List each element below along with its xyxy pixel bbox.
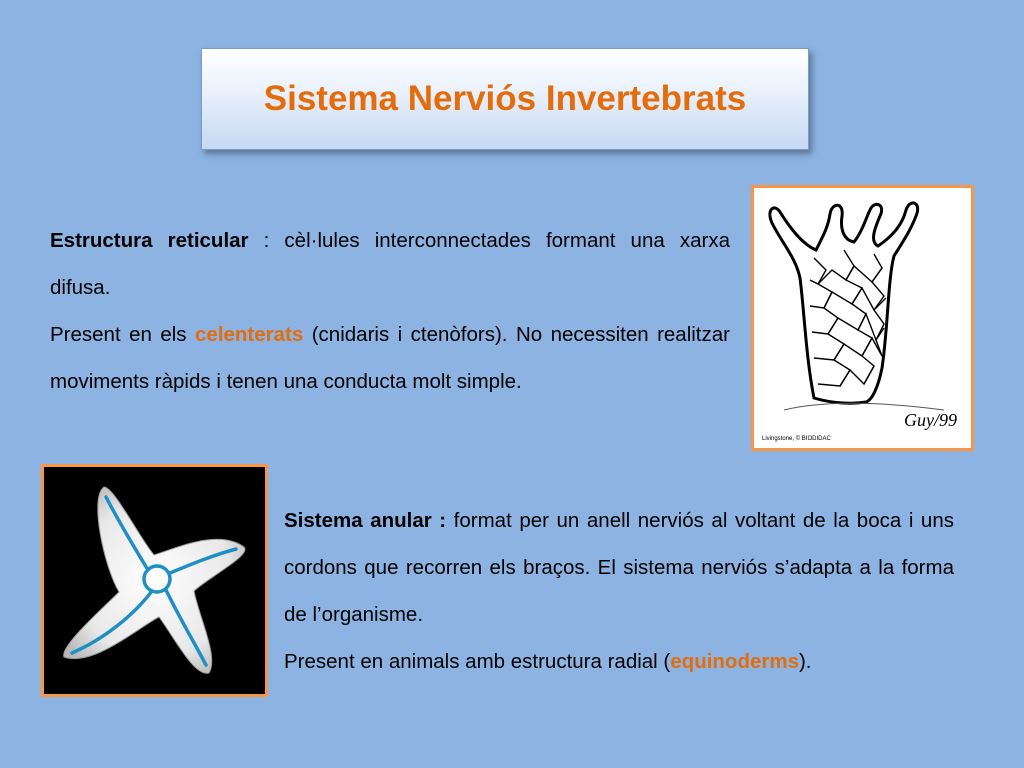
anular-description: [284, 497, 954, 685]
hydra-credit: Livingstone, © BIODIDAC: [762, 436, 831, 442]
reticular-paragraph-2: [50, 311, 730, 405]
reticular-paragraph-1: [50, 217, 730, 311]
anular-text-1: format per un anell nerviós al voltant de la boca i uns cordons que recorren els braços. El sistema nerviós s’adapta a la forma de l’organisme.: [284, 509, 954, 626]
hydra-illustration-icon: [754, 188, 971, 448]
reticular-description: [50, 217, 730, 405]
starfish-image: [41, 464, 268, 697]
reticular-text-1: : cèl·lules interconnectades formant una xarxa difusa.: [50, 229, 730, 299]
anular-paragraph-1: [284, 497, 954, 638]
title-box: [201, 48, 809, 150]
equinoderms-highlight: equinoderms: [670, 650, 799, 673]
reticular-term: Estructura reticular: [50, 229, 249, 252]
anular-paragraph-2: [284, 638, 954, 685]
slide-title: Sistema Nerviós Invertebrats: [263, 79, 747, 118]
anular-text-2b: ).: [798, 650, 812, 673]
hydra-signature: Guy/99: [904, 410, 957, 430]
reticular-text-2a: Present en els: [50, 323, 196, 346]
anular-text-2a: Present en animals amb estructura radial (: [284, 650, 671, 673]
starfish-nervous-system-icon: [44, 467, 265, 694]
reticular-text-2b: (cnidaris i ctenòfors). No necessiten realitzar moviments ràpids i tenen una conducta molt simple.: [50, 323, 730, 393]
celenterats-highlight: celenterats: [195, 323, 304, 346]
anular-term: Sistema anular :: [284, 509, 447, 532]
hydra-image: [751, 185, 974, 451]
